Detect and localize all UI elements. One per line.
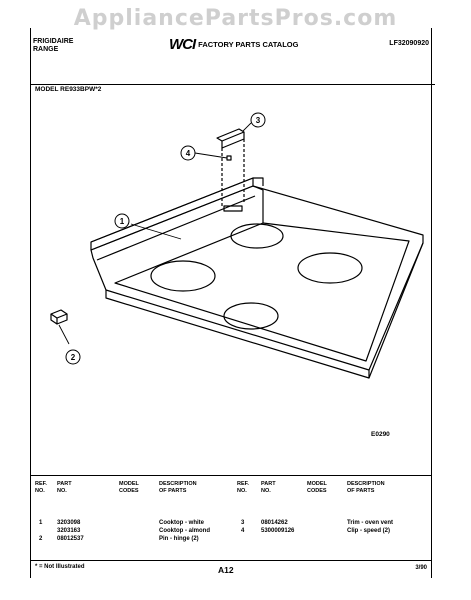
callout-4-label: 4 [185,149,191,158]
header-part-right [261,481,276,494]
header-desc-line1: DESCRIPTION [159,481,197,487]
backguard-side [253,186,263,223]
hinge-pin [51,310,67,318]
header-ref-line1: REF. [237,481,249,487]
oven-vent-trim [217,129,244,141]
burner-back-left [231,224,283,248]
callout-1-label: 1 [119,217,125,226]
header-part-left [57,481,72,494]
left-row-1-ref: 1 [39,520,43,526]
parts-catalog-page [30,28,432,578]
left-row-2-part: 3203163 [57,528,81,534]
left-row-1-part: 3203098 [57,520,81,526]
right-row-1-part: 08014262 [261,520,288,526]
right-row-2-ref: 4 [241,528,245,534]
burner-back-right [298,253,362,283]
header-part-line2: NO. [57,487,67,494]
header-desc-right [347,481,385,494]
front-right-edge [369,243,423,378]
backguard [91,178,253,250]
left-row-3-desc: Pin - hinge (2) [159,536,199,542]
callout-2-label: 2 [70,353,76,362]
cooktop-top-edge [115,223,409,361]
header-ref-left [35,481,47,494]
header-ref-line2: NO. [35,487,45,494]
header-ref-right [237,481,249,494]
header-model-line2: CODES [119,487,139,494]
header-part-line1: PART [261,481,276,487]
revision-date: 3/90 [415,565,427,571]
left-row-1-desc: Cooktop - white [159,520,204,526]
cooktop-diagram [31,28,431,468]
header-model-left [119,481,139,494]
header-desc-line1: DESCRIPTION [347,481,385,487]
header-ref-line1: REF. [35,481,47,487]
header-part-line2: NO. [261,487,271,494]
wci-logo: WCI [169,36,196,53]
right-row-1-desc: Trim - oven vent [347,520,394,526]
header-model-right [307,481,327,494]
header-ref-line2: NO. [237,487,247,494]
right-row-2-part: 5300009126 [261,528,295,534]
backguard-top [91,178,263,242]
product-type: RANGE [33,46,59,53]
vent-slot [224,206,242,211]
left-row-3-part: 08012537 [57,536,84,542]
footer-rule [31,560,431,561]
right-row-1-ref: 3 [241,520,245,526]
header-part-line1: PART [57,481,72,487]
catalog-title: FACTORY PARTS CATALOG [198,40,299,49]
header-model-line2: CODES [307,487,327,494]
left-row-3-ref: 2 [39,536,43,542]
burner-front-left [151,261,215,291]
document-number: LF32090920 [389,40,429,47]
model-line: MODEL RE933BPW*2 [31,84,435,93]
callout-3-label: 3 [255,116,261,125]
header-desc-left [159,481,197,494]
parts-table [31,475,431,542]
right-row-2-desc: Clip - speed (2) [347,528,391,534]
diagram-code: E0290 [371,431,390,438]
watermark: AppliancePartsPros.com [73,6,398,31]
leader-3 [243,123,251,131]
header-model-line1: MODEL [119,481,139,487]
vent-guide-lines [222,139,244,208]
header-desc-line2: OF PARTS [347,487,375,494]
front-rim [106,290,369,378]
header-model-line1: MODEL [307,481,327,487]
header-desc-line2: OF PARTS [159,487,187,494]
speed-clip [227,156,231,160]
page-number: A12 [218,565,234,575]
brand-name: FRIGIDAIRE [33,38,74,45]
left-row-2-desc: Cooktop - almond [159,528,210,534]
footnote: * = Not Illustrated [35,564,85,570]
leader-2 [59,325,69,344]
